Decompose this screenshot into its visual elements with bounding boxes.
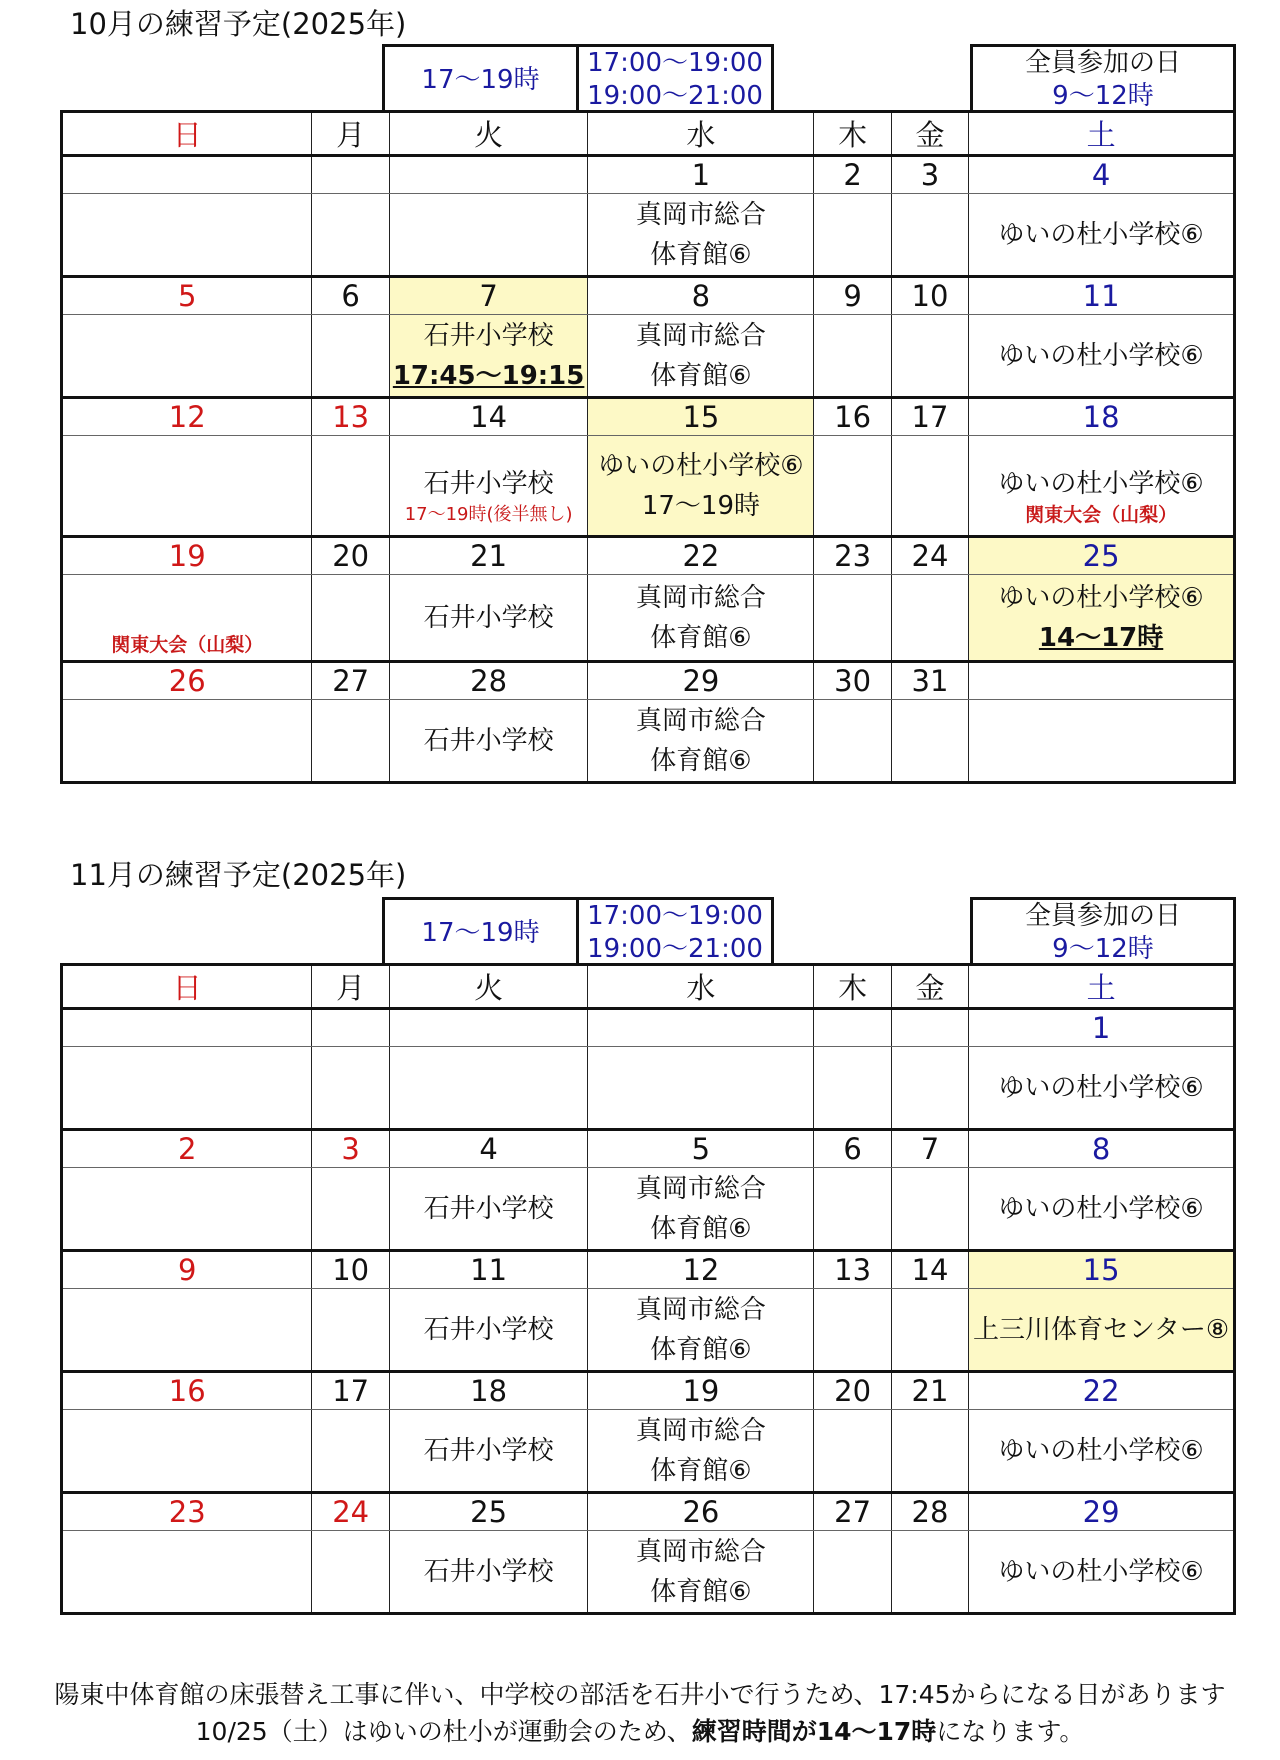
date-cell: 7 (891, 1130, 968, 1168)
date-cell: 25 (389, 1493, 588, 1531)
venue-cell: 石井小学校 (389, 700, 588, 783)
date-cell: 23 (62, 1493, 312, 1531)
date-cell: 23 (814, 537, 891, 575)
date-cell: 22 (588, 537, 814, 575)
venue-cell (588, 575, 814, 662)
date-cell: 30 (814, 662, 891, 700)
date-cell: 2 (62, 1130, 312, 1168)
date-cell (588, 1009, 814, 1047)
sat-label: 全員参加の日 (1024, 901, 1181, 931)
footer-notes (0, 1676, 1280, 1750)
october-table (60, 110, 1236, 784)
schedule-row (62, 1047, 1235, 1130)
date-cell: 16 (814, 398, 891, 436)
venue-cell (588, 700, 814, 783)
weekday-header (62, 965, 1235, 1009)
date-cell (62, 1009, 312, 1047)
weekday-sat: 土 (969, 112, 1235, 156)
date-cell: 3 (891, 156, 968, 194)
october-title: 10月の練習予定(2025年) (70, 7, 407, 41)
november-table (60, 963, 1236, 1615)
venue-cell (969, 575, 1235, 662)
venue-cell (588, 436, 814, 537)
venue-cell (969, 436, 1235, 537)
date-row (62, 1009, 1235, 1047)
date-row (62, 1372, 1235, 1410)
date-cell: 24 (891, 537, 968, 575)
schedule-row (62, 194, 1235, 277)
date-cell: 21 (891, 1372, 968, 1410)
weekday-mon: 月 (312, 112, 389, 156)
venue-line: 体育館⑥ (650, 1213, 752, 1244)
footer-line-2-post: になります。 (936, 1717, 1085, 1746)
venue-line: 真岡市総合 (635, 1173, 766, 1204)
date-cell: 4 (969, 156, 1235, 194)
date-cell: 10 (312, 1251, 389, 1289)
event-note: 関東大会（山梨） (1025, 503, 1178, 526)
venue-line: 体育館⑥ (650, 239, 752, 270)
wed-time-2: 19:00～21:00 (587, 81, 763, 111)
date-cell: 15 (969, 1251, 1235, 1289)
date-cell: 4 (389, 1130, 588, 1168)
date-cell: 11 (389, 1251, 588, 1289)
tue-time: 17～19時 (421, 918, 540, 948)
date-cell: 9 (814, 277, 891, 315)
date-cell: 26 (588, 1493, 814, 1531)
venue-line: 体育館⑥ (650, 745, 752, 776)
date-cell (312, 1009, 389, 1047)
venue-cell: ゆいの杜小学校⑥ (969, 194, 1235, 277)
footer-line-1: 陽東中体育館の床張替え工事に伴い、中学校の部活を石井小で行うため、17:45からになる日があります (54, 1680, 1226, 1709)
date-cell: 3 (312, 1130, 389, 1168)
date-cell: 26 (62, 662, 312, 700)
date-cell (969, 662, 1235, 700)
date-cell: 7 (389, 277, 588, 315)
weekday-sat: 土 (969, 965, 1235, 1009)
date-row (62, 1251, 1235, 1289)
weekday-tue: 火 (389, 965, 588, 1009)
date-cell: 6 (312, 277, 389, 315)
date-cell (389, 1009, 588, 1047)
venue-cell: 上三川体育センター⑧ (969, 1289, 1235, 1372)
time-note: 17～19時(後半無し) (404, 503, 573, 525)
venue-cell: 石井小学校 (389, 575, 588, 662)
date-cell: 8 (969, 1130, 1235, 1168)
venue-cell (588, 1531, 814, 1614)
date-cell: 8 (588, 277, 814, 315)
date-cell: 1 (588, 156, 814, 194)
date-cell: 5 (588, 1130, 814, 1168)
weekday-sun: 日 (62, 965, 312, 1009)
schedule-row (62, 575, 1235, 662)
venue-line: 真岡市総合 (635, 1536, 766, 1567)
weekday-fri: 金 (891, 965, 968, 1009)
venue-line: 体育館⑥ (650, 622, 752, 653)
schedule-row (62, 700, 1235, 783)
schedule-row (62, 1410, 1235, 1493)
date-cell: 9 (62, 1251, 312, 1289)
weekday-header (62, 112, 1235, 156)
schedule-row (62, 315, 1235, 398)
date-cell: 14 (891, 1251, 968, 1289)
venue-line: 真岡市総合 (635, 1294, 766, 1325)
date-cell: 27 (814, 1493, 891, 1531)
sat-time: 9～12時 (1052, 934, 1154, 964)
oct-sat-time-box (970, 44, 1236, 110)
schedule-row (62, 436, 1235, 537)
sat-label: 全員参加の日 (1024, 48, 1181, 78)
venue-line: 真岡市総合 (635, 320, 766, 351)
schedule-row (62, 1168, 1235, 1251)
date-cell: 16 (62, 1372, 312, 1410)
venue-cell (588, 194, 814, 277)
date-cell: 10 (891, 277, 968, 315)
date-cell: 13 (814, 1251, 891, 1289)
venue-cell: ゆいの杜小学校⑥ (969, 1410, 1235, 1493)
date-cell: 13 (312, 398, 389, 436)
venue-cell (588, 1168, 814, 1251)
venue-cell: 石井小学校 (389, 1531, 588, 1614)
wed-time-2: 19:00～21:00 (587, 934, 763, 964)
event-cell (62, 575, 312, 662)
weekday-wed: 水 (588, 965, 814, 1009)
nov-sat-time-box (970, 897, 1236, 963)
weekday-fri: 金 (891, 112, 968, 156)
date-row (62, 1130, 1235, 1168)
wed-time-1: 17:00～19:00 (587, 48, 763, 78)
weekday-mon: 月 (312, 965, 389, 1009)
date-cell: 5 (62, 277, 312, 315)
date-cell: 21 (389, 537, 588, 575)
weekday-sun: 日 (62, 112, 312, 156)
date-cell: 12 (62, 398, 312, 436)
date-cell: 22 (969, 1372, 1235, 1410)
venue-line: 石井小学校 (423, 320, 554, 351)
venue-line: ゆいの杜小学校⑥ (598, 450, 804, 481)
venue-cell (389, 436, 588, 537)
venue-cell: 石井小学校 (389, 1289, 588, 1372)
date-cell: 31 (891, 662, 968, 700)
date-row (62, 662, 1235, 700)
venue-cell: 石井小学校 (389, 1410, 588, 1493)
date-cell: 19 (588, 1372, 814, 1410)
date-cell: 11 (969, 277, 1235, 315)
date-cell: 19 (62, 537, 312, 575)
date-cell: 20 (814, 1372, 891, 1410)
date-row (62, 537, 1235, 575)
date-cell: 25 (969, 537, 1235, 575)
venue-cell: ゆいの杜小学校⑥ (969, 1047, 1235, 1130)
venue-line: 体育館⑥ (650, 1334, 752, 1365)
nov-wed-time-box (576, 897, 774, 963)
nov-tue-time-box (382, 897, 579, 963)
oct-wed-time-box (576, 44, 774, 110)
date-cell (62, 156, 312, 194)
date-cell: 18 (389, 1372, 588, 1410)
venue-cell (588, 1289, 814, 1372)
sat-time: 9～12時 (1052, 81, 1154, 111)
date-cell: 29 (969, 1493, 1235, 1531)
event-note: 関東大会（山梨） (111, 634, 264, 656)
footer-line-2 (0, 1713, 1280, 1750)
date-cell: 17 (891, 398, 968, 436)
weekday-wed: 水 (588, 112, 814, 156)
venue-cell: ゆいの杜小学校⑥ (969, 315, 1235, 398)
venue-cell: ゆいの杜小学校⑥ (969, 1531, 1235, 1614)
venue-line: ゆいの杜小学校⑥ (998, 582, 1204, 613)
date-cell: 2 (814, 156, 891, 194)
venue-cell: ゆいの杜小学校⑥ (969, 1168, 1235, 1251)
date-cell: 28 (389, 662, 588, 700)
venue-line: ゆいの杜小学校⑥ (998, 468, 1204, 499)
date-cell (312, 156, 389, 194)
date-cell: 17 (312, 1372, 389, 1410)
venue-line: 真岡市総合 (635, 1415, 766, 1446)
venue-cell (588, 1410, 814, 1493)
date-cell: 29 (588, 662, 814, 700)
date-cell: 28 (891, 1493, 968, 1531)
footer-line-2-bold: 練習時間が14～17時 (691, 1717, 937, 1746)
schedule-row (62, 1289, 1235, 1372)
date-cell (891, 1009, 968, 1047)
venue-line: 体育館⑥ (650, 1455, 752, 1486)
venue-line: 石井小学校 (423, 468, 554, 499)
date-cell: 12 (588, 1251, 814, 1289)
date-row (62, 1493, 1235, 1531)
venue-cell (588, 315, 814, 398)
footer-line-2-pre: 10/25（土）はゆいの杜小が運動会のため、 (195, 1717, 692, 1746)
date-row (62, 398, 1235, 436)
venue-line: 体育館⑥ (650, 1576, 752, 1607)
weekday-thu: 木 (814, 112, 891, 156)
weekday-tue: 火 (389, 112, 588, 156)
date-cell: 20 (312, 537, 389, 575)
date-cell: 1 (969, 1009, 1235, 1047)
date-cell: 14 (389, 398, 588, 436)
venue-line: 体育館⑥ (650, 360, 752, 391)
venue-line: 真岡市総合 (635, 705, 766, 736)
time-note: 17～19時 (641, 490, 760, 521)
venue-cell: 石井小学校 (389, 1168, 588, 1251)
venue-line: 真岡市総合 (635, 582, 766, 613)
date-cell: 27 (312, 662, 389, 700)
date-cell: 18 (969, 398, 1235, 436)
schedule-row (62, 1531, 1235, 1614)
venue-line: 真岡市総合 (635, 199, 766, 230)
date-row (62, 156, 1235, 194)
wed-time-1: 17:00～19:00 (587, 901, 763, 931)
weekday-thu: 木 (814, 965, 891, 1009)
venue-cell (389, 315, 588, 398)
date-cell (814, 1009, 891, 1047)
november-title: 11月の練習予定(2025年) (70, 858, 407, 892)
date-cell (389, 156, 588, 194)
date-row (62, 277, 1235, 315)
oct-tue-time-box (382, 44, 579, 110)
date-cell: 24 (312, 1493, 389, 1531)
time-note: 14～17時 (1038, 622, 1164, 653)
date-cell: 6 (814, 1130, 891, 1168)
date-cell: 15 (588, 398, 814, 436)
time-note: 17:45～19:15 (392, 360, 585, 391)
tue-time: 17～19時 (421, 65, 540, 95)
